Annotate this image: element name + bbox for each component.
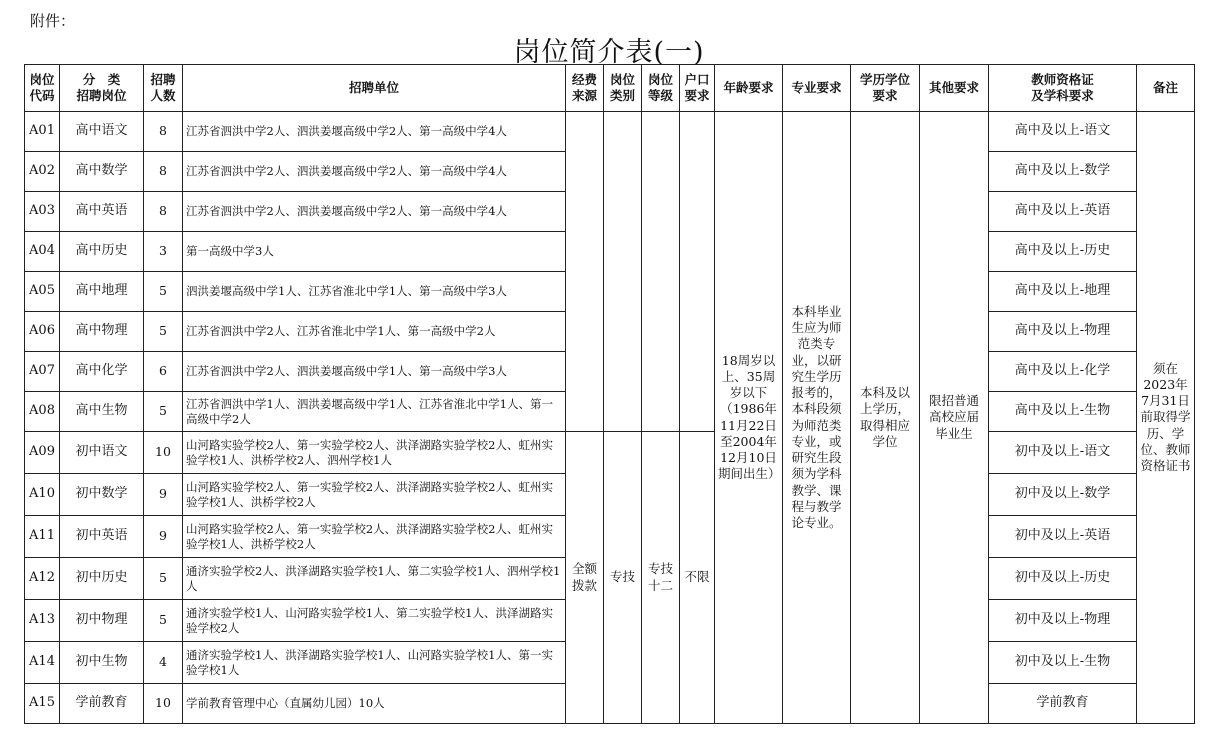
cell-count: 8: [144, 192, 183, 232]
cell-unit: 江苏省泗洪中学2人、泗洪姜堰高级中学1人、第一高级中学3人: [183, 352, 566, 392]
page-title: 岗位简介表(一): [513, 37, 705, 68]
header-certificate: 教师资格证 及学科要求: [989, 65, 1137, 112]
cell-unit: 泗洪姜堰高级中学1人、江苏省淮北中学1人、第一高级中学3人: [183, 272, 566, 312]
cell-position: 初中物理: [60, 600, 144, 642]
cell-code: A09: [25, 432, 60, 474]
cell-unit: 江苏省泗洪中学2人、江苏省淮北中学1人、第一高级中学2人: [183, 312, 566, 352]
cell-certificate: 初中及以上-数学: [989, 474, 1137, 516]
cell-unit: 江苏省泗洪中学2人、泗洪姜堰高级中学2人、第一高级中学4人: [183, 192, 566, 232]
cell-certificate: 高中及以上-历史: [989, 232, 1137, 272]
cell-count: 5: [144, 312, 183, 352]
cell-note: 须在2023年7月31日前取得学历、学位、教师资格证书: [1137, 112, 1195, 724]
cell-count: 5: [144, 558, 183, 600]
cell-position: 高中物理: [60, 312, 144, 352]
cell-code: A13: [25, 600, 60, 642]
cell-code: A14: [25, 642, 60, 684]
cell-count: 3: [144, 232, 183, 272]
cell-certificate: 高中及以上-物理: [989, 312, 1137, 352]
cell-count: 6: [144, 352, 183, 392]
cell-certificate: 学前教育: [989, 684, 1137, 724]
cell-major: 本科毕业生应为师范类专业，以研究生学历报考的，本科段须为师范类专业，或研究生段须为学科教学、课程与教学论专业。: [783, 112, 851, 724]
cell-position: 高中地理: [60, 272, 144, 312]
header-hukou: 户口 要求: [680, 65, 715, 112]
cell-position: 初中语文: [60, 432, 144, 474]
cell-count: 8: [144, 112, 183, 152]
cell-position: 高中历史: [60, 232, 144, 272]
cell-code: A01: [25, 112, 60, 152]
cell-hukou-empty: [680, 112, 715, 432]
cell-code: A12: [25, 558, 60, 600]
cell-unit: 江苏省泗洪中学2人、泗洪姜堰高级中学2人、第一高级中学4人: [183, 152, 566, 192]
cell-unit: 山河路实验学校2人、第一实验学校2人、洪泽湖路实验学校2人、虹州实验学校1人、洪桥学校2人、泗州学校1人: [183, 432, 566, 474]
cell-certificate: 初中及以上-生物: [989, 642, 1137, 684]
cell-hukou: 不限: [680, 432, 715, 724]
position-table: [24, 64, 1195, 724]
cell-other: 限招普通高校应届毕业生: [920, 112, 989, 724]
cell-count: 4: [144, 642, 183, 684]
cell-position: 高中生物: [60, 392, 144, 432]
cell-position: 初中数学: [60, 474, 144, 516]
cell-level: 专技十二: [642, 432, 680, 724]
cell-certificate: 高中及以上-数学: [989, 152, 1137, 192]
cell-certificate: 初中及以上-物理: [989, 600, 1137, 642]
cell-code: A11: [25, 516, 60, 558]
cell-count: 10: [144, 684, 183, 724]
cell-type: 专技: [604, 432, 642, 724]
cell-unit: 通济实验学校1人、山河路实验学校1人、第二实验学校1人、洪泽湖路实验学校2人: [183, 600, 566, 642]
cell-count: 5: [144, 600, 183, 642]
header-row: [25, 65, 1195, 112]
header-major: 专业要求: [783, 65, 851, 112]
cell-code: A03: [25, 192, 60, 232]
cell-count: 5: [144, 272, 183, 312]
table-row: [25, 112, 1195, 152]
cell-count: 10: [144, 432, 183, 474]
cell-position: 高中英语: [60, 192, 144, 232]
cell-count: 5: [144, 392, 183, 432]
cell-position: 初中英语: [60, 516, 144, 558]
cell-code: A07: [25, 352, 60, 392]
header-note: 备注: [1137, 65, 1195, 112]
cell-unit: 第一高级中学3人: [183, 232, 566, 272]
cell-unit: 通济实验学校1人、洪泽湖路实验学校1人、山河路实验学校1人、第一实验学校1人: [183, 642, 566, 684]
cell-unit: 学前教育管理中心（直属幼儿园）10人: [183, 684, 566, 724]
cell-code: A05: [25, 272, 60, 312]
cell-position: 高中语文: [60, 112, 144, 152]
header-funding: 经费 来源: [566, 65, 604, 112]
cell-certificate: 初中及以上-英语: [989, 516, 1137, 558]
header-level: 岗位 等级: [642, 65, 680, 112]
cell-certificate: 初中及以上-语文: [989, 432, 1137, 474]
cell-position: 初中生物: [60, 642, 144, 684]
cell-unit: 江苏省泗洪中学1人、泗洪姜堰高级中学1人、江苏省淮北中学1人、第一高级中学2人: [183, 392, 566, 432]
cell-funding: 全额拨款: [566, 432, 604, 724]
header-type: 岗位 类别: [604, 65, 642, 112]
attachment-label: 附件：: [30, 12, 76, 30]
cell-level-empty: [642, 112, 680, 432]
cell-age: 18周岁以上、35周岁以下（1986年11月22日至2004年12月10日期间出生）: [715, 112, 783, 724]
cell-code: A10: [25, 474, 60, 516]
cell-count: 9: [144, 474, 183, 516]
cell-position: 高中数学: [60, 152, 144, 192]
cell-code: A08: [25, 392, 60, 432]
cell-education: 本科及以上学历，取得相应学位: [851, 112, 920, 724]
cell-code: A15: [25, 684, 60, 724]
cell-unit: 山河路实验学校2人、第一实验学校2人、洪泽湖路实验学校2人、虹州实验学校1人、洪桥学校2人: [183, 474, 566, 516]
header-unit: 招聘单位: [183, 65, 566, 112]
cell-certificate: 高中及以上-语文: [989, 112, 1137, 152]
cell-certificate: 高中及以上-地理: [989, 272, 1137, 312]
cell-funding-empty: [566, 112, 604, 432]
header-age: 年龄要求: [715, 65, 783, 112]
cell-certificate: 高中及以上-化学: [989, 352, 1137, 392]
cell-count: 9: [144, 516, 183, 558]
header-count: 招聘 人数: [144, 65, 183, 112]
cell-code: A04: [25, 232, 60, 272]
table-row: [25, 432, 1195, 474]
cell-unit: 通济实验学校2人、洪泽湖路实验学校1人、第二实验学校1人、泗州学校1人: [183, 558, 566, 600]
cell-unit: 江苏省泗洪中学2人、泗洪姜堰高级中学2人、第一高级中学4人: [183, 112, 566, 152]
cell-count: 8: [144, 152, 183, 192]
cell-code: A06: [25, 312, 60, 352]
cell-position: 初中历史: [60, 558, 144, 600]
header-code: 岗位 代码: [25, 65, 60, 112]
cell-type-empty: [604, 112, 642, 432]
cell-position: 学前教育: [60, 684, 144, 724]
cell-code: A02: [25, 152, 60, 192]
header-position: 分 类 招聘岗位: [60, 65, 144, 112]
cell-certificate: 初中及以上-历史: [989, 558, 1137, 600]
cell-certificate: 高中及以上-生物: [989, 392, 1137, 432]
cell-position: 高中化学: [60, 352, 144, 392]
cell-unit: 山河路实验学校2人、第一实验学校2人、洪泽湖路实验学校2人、虹州实验学校1人、洪桥学校2人: [183, 516, 566, 558]
header-education: 学历学位 要求: [851, 65, 920, 112]
header-other: 其他要求: [920, 65, 989, 112]
cell-certificate: 高中及以上-英语: [989, 192, 1137, 232]
